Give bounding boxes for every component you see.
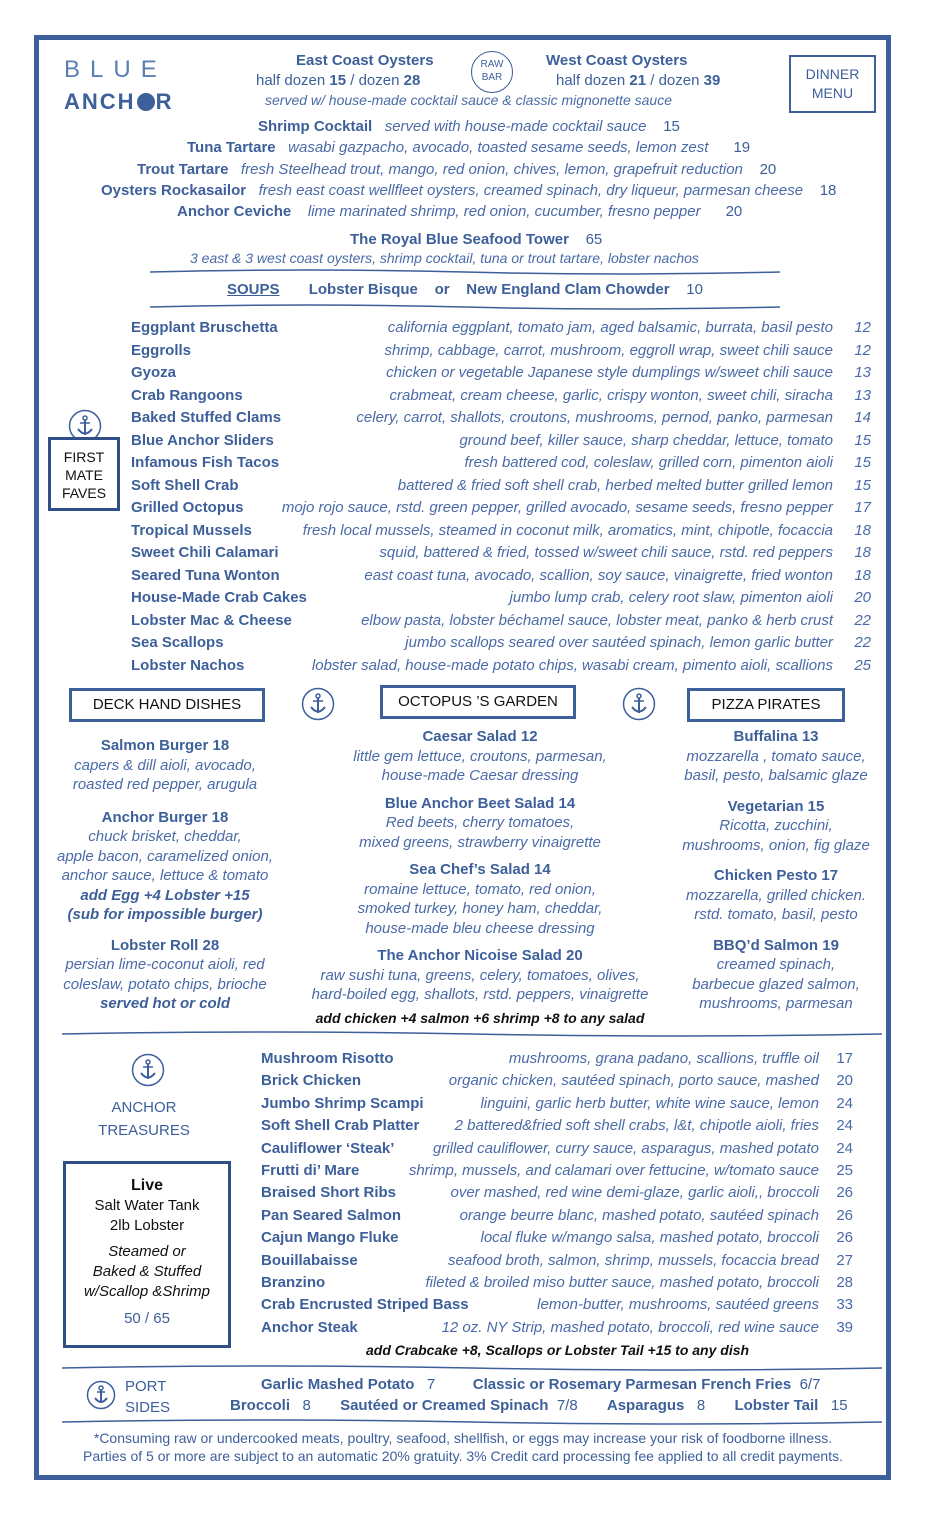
seafood-tower: [350, 231, 602, 248]
treasure-item: [261, 1207, 861, 1229]
treasure-item: [261, 1184, 861, 1206]
treasure-desc: 2 battered&fried soft shell crabs, l&t, chipotle aioli, fries: [454, 1117, 819, 1135]
fmf-l2: MATE: [65, 467, 103, 483]
fave-item: [131, 499, 871, 521]
fave-item: [131, 454, 871, 476]
treasure-name: Branzino: [261, 1274, 326, 1291]
deck-item-line: anchor sauce, lettuce & tomato: [61, 867, 269, 884]
east-half: 15: [329, 72, 347, 89]
treasure-name: Jumbo Shrimp Scampi: [261, 1094, 424, 1112]
fave-price: 12: [854, 319, 871, 336]
garden-item-line: house-made bleu cheese dressing: [365, 919, 595, 937]
fave-name: Grilled Octopus: [131, 499, 244, 516]
dinner-line: DINNER: [805, 66, 860, 82]
raw-item-price: 19: [733, 139, 751, 156]
garden-item-line: hard-boiled egg, shallots, rstd. peppers, vinaigrette: [311, 986, 649, 1003]
treasure-desc: lemon-butter, mushrooms, sautéed greens: [537, 1296, 819, 1314]
live-l6: w/Scallop &Shrimp: [84, 1283, 210, 1300]
side-name: Asparagus: [606, 1397, 685, 1414]
deck-hand-column: [45, 736, 285, 1014]
fave-desc: elbow pasta, lobster béchamel sauce, lobster meat, panko & herb crust: [361, 611, 833, 629]
anchor-icon: [131, 1053, 165, 1087]
treasure-desc: mushrooms, grana padano, scallions, truffle oil: [508, 1050, 819, 1067]
treasure-item: [261, 1319, 861, 1341]
treasure-price: 24: [836, 1094, 853, 1112]
footer-disclaimer-1: *Consuming raw or undercooked meats, poultry, seafood, shellfish, or eggs may increase your risk of foodborne illness.: [93, 1430, 833, 1446]
west-dozen: 39: [703, 72, 721, 89]
fave-desc: chicken or vegetable Japanese style dumplings w/sweet chili sauce: [386, 364, 833, 381]
treasure-price: 39: [836, 1318, 853, 1336]
fave-item: [131, 342, 871, 364]
fave-item: [131, 432, 871, 454]
treasure-price: 17: [836, 1050, 853, 1067]
fave-name: Seared Tuna Wonton: [131, 566, 280, 584]
deck-item: [45, 736, 285, 795]
treasure-desc: local fluke w/mango salsa, mashed potato, broccoli: [480, 1229, 819, 1247]
anchor-icon: [622, 687, 656, 721]
treasure-desc: fileted & broiled miso butter sauce, mashed potato, broccoli: [425, 1274, 819, 1291]
treasure-price: 24: [836, 1139, 853, 1157]
fave-price: 15: [854, 454, 871, 471]
treasure-desc: grilled cauliflower, curry sauce, asparagus, mashed potato: [432, 1139, 819, 1157]
garden-item-line: romaine lettuce, tomato, red onion,: [364, 880, 596, 898]
soup-lobster-bisque: Lobster Bisque: [308, 281, 418, 298]
fave-desc: shrimp, cabbage, carrot, mushroom, eggroll wrap, sweet chili sauce: [384, 341, 833, 359]
garden-item: [290, 727, 670, 786]
logo-anchor-text: ANCH: [64, 89, 136, 114]
treasure-name: Anchor Steak: [261, 1318, 358, 1336]
raw-item-desc: fresh east coast wellfleet oysters, creamed spinach, dry liqueur, parmesan cheese: [258, 182, 804, 199]
treasure-name: Pan Seared Salmon: [261, 1206, 402, 1224]
logo-blue: BLUE: [64, 56, 167, 83]
raw-item: [258, 118, 680, 135]
pizza-item-title: BBQ’d Salmon 19: [713, 936, 839, 954]
side-name: Lobster Tail: [734, 1397, 819, 1414]
live-l3: 2lb Lobster: [109, 1217, 185, 1234]
fave-desc: celery, carrot, shallots, croutons, mushrooms, pernod, panko, parmesan: [356, 409, 833, 426]
treasure-name: Crab Encrusted Striped Bass: [261, 1296, 469, 1314]
side-price: 7/8: [556, 1397, 578, 1414]
fave-desc: california eggplant, tomato jam, aged balsamic, burrata, basil pesto: [387, 319, 833, 336]
fave-price: 13: [854, 364, 871, 381]
anchor-icon: [301, 687, 335, 721]
wave-divider: [150, 303, 780, 311]
soups-price: 10: [686, 281, 703, 298]
fave-price: 15: [854, 431, 871, 449]
garden-item-line: smoked turkey, honey ham, cheddar,: [357, 900, 603, 917]
raw-item-desc: wasabi gazpacho, avocado, toasted sesame seeds, lemon zest: [288, 139, 709, 156]
side-name: Sautéed or Creamed Spinach: [340, 1397, 549, 1414]
raw-item: [177, 203, 742, 220]
oysters-served: served w/ house-made cocktail sauce & classic mignonette sauce: [265, 92, 672, 108]
raw-item-name: Oysters Rockasailor: [101, 182, 247, 199]
treasure-price: 20: [836, 1072, 853, 1090]
pizza-item-line: mozzarella, grilled chicken.: [685, 886, 867, 904]
pizza-item-line: rstd. tomato, basil, pesto: [694, 906, 858, 923]
footer-disclaimer-2: Parties of 5 or more are subject to an automatic 20% gratuity. 3% Credit card processing fee applied to all credit payments.: [82, 1448, 843, 1464]
live-l1: Live: [130, 1177, 163, 1194]
fave-price: 12: [854, 341, 871, 359]
fave-name: Soft Shell Crab: [131, 476, 239, 494]
treasure-price: 26: [836, 1229, 853, 1247]
deck-hand-header: DECK HAND DISHES: [69, 688, 265, 722]
fave-name: House-Made Crab Cakes: [131, 589, 307, 606]
treasure-price: 27: [836, 1251, 853, 1269]
fave-name: Sweet Chili Calamari: [131, 544, 279, 561]
garden-item-line: little gem lettuce, croutons, parmesan,: [353, 747, 607, 765]
fave-price: 18: [854, 544, 871, 561]
deck-item-line: capers & dill aioli, avocado,: [74, 756, 256, 774]
deck-item-title: Anchor Burger 18: [101, 808, 229, 826]
rawbar-line2: BAR: [481, 72, 503, 83]
wave-divider: [62, 1364, 882, 1372]
side-name: Garlic Mashed Potato: [261, 1376, 415, 1393]
fave-name: Sea Scallops: [131, 634, 224, 651]
raw-item-name: Anchor Ceviche: [177, 203, 292, 220]
east-oysters-price: [256, 72, 420, 89]
pizza-item-line: Ricotta, zucchini,: [719, 817, 833, 834]
fave-price: 14: [854, 409, 871, 426]
fave-name: Tropical Mussels: [131, 521, 252, 539]
raw-bar-badge: [471, 51, 513, 93]
deck-item-extra: served hot or cold: [99, 995, 231, 1012]
sides-l2: SIDES: [125, 1399, 171, 1416]
fave-item: [131, 387, 871, 409]
treasure-name: Frutti di’ Mare: [261, 1162, 360, 1179]
fave-desc: east coast tuna, avocado, scallion, soy sauce, vinaigrette, fried wonton: [364, 566, 833, 584]
pizza-item-title: Chicken Pesto 17: [713, 867, 839, 884]
port-sides-label: [125, 1376, 170, 1418]
fave-name: Eggrolls: [131, 341, 192, 359]
deck-item-line: persian lime-coconut aioli, red: [65, 956, 265, 973]
garden-item-title: Blue Anchor Beet Salad 14: [384, 794, 576, 812]
tower-desc: 3 east & 3 west coast oysters, shrimp cocktail, tuna or trout tartare, lobster nachos: [190, 250, 699, 266]
west-oysters-title: West Coast Oysters: [546, 52, 688, 69]
fave-price: 13: [854, 386, 871, 404]
fave-name: Gyoza: [131, 364, 177, 381]
octopus-garden-header: OCTOPUS ’S GARDEN: [380, 685, 576, 719]
menu-line: MENU: [811, 85, 854, 101]
live-lobster-box: [63, 1161, 231, 1348]
fave-name: Lobster Nachos: [131, 656, 245, 674]
fave-price: 18: [854, 521, 871, 539]
treasure-desc: orange beurre blanc, mashed potato, sautéed spinach: [459, 1206, 819, 1224]
fave-item: [131, 477, 871, 499]
fave-price: 20: [854, 589, 871, 606]
anchor-icon: [86, 1380, 116, 1410]
fave-name: Infamous Fish Tacos: [131, 454, 280, 471]
fave-desc: mojo rojo sauce, rstd. green pepper, grilled avocado, sesame seeds, fresno pepper: [281, 499, 833, 516]
logo-anchor-end: R: [155, 89, 174, 114]
fave-price: 25: [854, 656, 871, 674]
treasure-item: [261, 1140, 861, 1162]
treasure-item: [261, 1117, 861, 1139]
deck-item-line: apple bacon, caramelized onion,: [57, 847, 273, 865]
live-l5: Baked & Stuffed: [92, 1263, 202, 1280]
garden-item-line: raw sushi tuna, greens, celery, tomatoes, olives,: [320, 966, 640, 984]
sides-row-2: [230, 1397, 848, 1414]
side-price: 7: [426, 1376, 436, 1393]
anchor-treasures-label: [90, 1096, 198, 1142]
treasure-price: 28: [836, 1274, 853, 1291]
fave-desc: ground beef, killer sauce, sharp cheddar, lettuce, tomato: [459, 431, 833, 449]
treasure-price: 24: [836, 1117, 853, 1135]
side-price: 6/7: [799, 1376, 821, 1393]
fave-desc: lobster salad, house-made potato chips, wasabi cream, pimento aioli, scallions: [311, 656, 833, 674]
side-price: 8: [696, 1397, 706, 1414]
soups-or: or: [434, 281, 450, 298]
fave-item: [131, 544, 871, 566]
garden-item: [290, 794, 670, 853]
deck-item: [45, 808, 285, 925]
fave-price: 18: [854, 566, 871, 584]
fave-item: [131, 657, 871, 679]
fave-desc: crabmeat, cream cheese, garlic, crispy wonton, sweet chili, siracha: [389, 386, 833, 404]
octopus-garden-column: [290, 727, 670, 1028]
treasure-desc: shrimp, mussels, and calamari over fettucine, w/tomato sauce: [408, 1162, 819, 1179]
treasure-item: [261, 1050, 861, 1072]
deck-item-line: chuck brisket, cheddar,: [88, 828, 242, 845]
fave-name: Crab Rangoons: [131, 386, 243, 404]
wave-divider: [62, 1418, 882, 1426]
treasure-price: 26: [836, 1184, 853, 1202]
pizza-pirates-header: PIZZA PIRATES: [687, 688, 845, 722]
fave-name: Lobster Mac & Cheese: [131, 611, 292, 629]
live-price: 50 / 65: [124, 1310, 170, 1327]
fave-price: 17: [854, 499, 871, 516]
logo-anchor: [64, 89, 173, 115]
garden-item-line: Red beets, cherry tomatoes,: [385, 814, 575, 831]
soup-clam-chowder: New England Clam Chowder: [466, 281, 670, 298]
east-dozen: 28: [403, 72, 421, 89]
east-pre: half dozen: [256, 72, 330, 89]
pizza-item-line: mushrooms, onion, fig glaze: [682, 836, 870, 854]
raw-item-name: Tuna Tartare: [187, 139, 276, 156]
treasure-name: Cajun Mango Fluke: [261, 1229, 399, 1247]
garden-item: [290, 860, 670, 938]
pizza-item: [670, 866, 882, 925]
treasure-desc: seafood broth, salmon, shrimp, mussels, focaccia bread: [447, 1251, 819, 1269]
live-l4: Steamed or: [108, 1243, 186, 1260]
pizza-pirates-column: [670, 727, 882, 1014]
fmf-l1: FIRST: [63, 449, 105, 465]
raw-item-price: 15: [663, 118, 680, 135]
west-pre: half dozen: [556, 72, 630, 89]
treasures-add-ons: add Crabcake +8, Scallops or Lobster Tail +15 to any dish: [366, 1342, 750, 1358]
first-mate-faves-box: [48, 437, 120, 511]
fave-desc: jumbo scallops seared over sautéed spinach, lemon garlic butter: [405, 634, 833, 651]
side-price: 8: [302, 1397, 311, 1414]
fave-desc: fresh battered cod, coleslaw, grilled corn, pimenton aioli: [464, 454, 833, 471]
treasure-item: [261, 1274, 861, 1296]
soups-label: SOUPS: [227, 281, 280, 298]
treasures-l2: TREASURES: [98, 1122, 190, 1139]
tower-name: The Royal Blue Seafood Tower: [350, 231, 569, 248]
garden-item-line: house-made Caesar dressing: [381, 767, 579, 784]
west-mid: / dozen: [646, 72, 704, 89]
deck-item-title: Salmon Burger 18: [100, 737, 230, 754]
raw-item: [187, 139, 750, 156]
treasure-item: [261, 1296, 861, 1318]
fave-desc: jumbo lump crab, celery root slaw, pimenton aioli: [509, 589, 833, 606]
treasure-name: Soft Shell Crab Platter: [261, 1117, 420, 1135]
garden-item-title: Caesar Salad 12: [422, 728, 538, 745]
treasure-item: [261, 1162, 861, 1184]
side-price: 15: [830, 1397, 848, 1414]
east-mid: / dozen: [346, 72, 404, 89]
pizza-item-line: mushrooms, parmesan: [699, 995, 853, 1012]
fave-item: [131, 634, 871, 656]
raw-item-price: 20: [759, 161, 777, 178]
soups-row: [227, 281, 703, 298]
treasures-l1: ANCHOR: [111, 1099, 177, 1116]
raw-item: [101, 182, 836, 199]
sides-l1: PORT: [125, 1378, 167, 1395]
raw-item-price: 20: [725, 203, 743, 220]
garden-item-title: The Anchor Nicoise Salad 20: [377, 947, 583, 964]
live-l2: Salt Water Tank: [94, 1197, 200, 1214]
treasure-desc: organic chicken, sautéed spinach, porto sauce, mashed: [448, 1072, 819, 1090]
treasure-price: 33: [836, 1296, 853, 1314]
pizza-item: [670, 727, 882, 786]
fave-name: Eggplant Bruschetta: [131, 319, 278, 336]
pizza-item-line: basil, pesto, balsamic glaze: [684, 767, 868, 784]
raw-item-desc: served with house-made cocktail sauce: [384, 118, 647, 135]
treasure-item: [261, 1252, 861, 1274]
fave-desc: battered & fried soft shell crab, herbed melted butter grilled lemon: [397, 476, 833, 494]
rawbar-line1: RAW: [480, 59, 504, 70]
fave-item: [131, 589, 871, 611]
logo-smile-icon: [137, 93, 155, 111]
fave-item: [131, 364, 871, 386]
fave-name: Baked Stuffed Clams: [131, 409, 282, 426]
fave-item: [131, 522, 871, 544]
garden-item: [290, 946, 670, 1005]
pizza-item-line: barbecue glazed salmon,: [692, 975, 860, 993]
pizza-item-title: Buffalina 13: [733, 728, 819, 745]
deck-item-line: roasted red pepper, arugula: [72, 776, 258, 793]
treasure-name: Mushroom Risotto: [261, 1050, 394, 1067]
fave-desc: fresh local mussels, steamed in coconut milk, aromatics, mint, chipotle, focaccia: [302, 521, 833, 539]
fave-name: Blue Anchor Sliders: [131, 431, 274, 449]
garden-item-title: Sea Chef’s Salad 14: [409, 861, 551, 878]
wave-divider: [62, 1030, 882, 1038]
raw-item: [137, 161, 776, 178]
side-name: Classic or Rosemary Parmesan French Fries: [472, 1376, 792, 1393]
treasure-item: [261, 1229, 861, 1251]
dinner-menu-box: [789, 55, 876, 113]
fave-item: [131, 567, 871, 589]
garden-add-ons: add chicken +4 salmon +6 shrimp +8 to any salad: [315, 1009, 645, 1026]
treasure-desc: 12 oz. NY Strip, mashed potato, broccoli, red wine sauce: [441, 1318, 819, 1336]
fave-item: [131, 612, 871, 634]
wave-divider: [150, 268, 780, 276]
treasure-name: Cauliflower ‘Steak’: [261, 1139, 395, 1157]
pizza-item-line: mozzarella , tomato sauce,: [686, 747, 866, 765]
fave-price: 15: [854, 476, 871, 494]
raw-item-desc: fresh Steelhead trout, mango, red onion, chives, lemon, grapefruit reduction: [240, 161, 743, 178]
tower-price: 65: [585, 231, 603, 248]
pizza-item: [670, 797, 882, 856]
sides-row-1: [261, 1376, 820, 1393]
pizza-item-line: creamed spinach,: [716, 956, 836, 973]
deck-item-line: coleslaw, potato chips, brioche: [63, 975, 267, 993]
treasure-name: Bouillabaisse: [261, 1251, 358, 1269]
fave-price: 22: [854, 611, 871, 629]
fave-item: [131, 319, 871, 341]
treasure-item: [261, 1095, 861, 1117]
treasure-name: Braised Short Ribs: [261, 1184, 397, 1202]
fave-price: 22: [854, 634, 871, 651]
treasure-item: [261, 1072, 861, 1094]
raw-item-price: 18: [819, 182, 837, 199]
deck-item-extra: add Egg +4 Lobster +15: [80, 886, 250, 904]
pizza-item: [670, 936, 882, 1014]
treasure-desc: linguini, garlic herb butter, white wine sauce, lemon: [480, 1094, 819, 1112]
pizza-item-title: Vegetarian 15: [727, 797, 825, 815]
fave-desc: squid, battered & fried, tossed w/sweet chili sauce, rstd. red peppers: [379, 544, 833, 561]
fmf-l3: FAVES: [61, 485, 107, 501]
east-oysters-title: East Coast Oysters: [296, 52, 434, 69]
deck-item: [45, 936, 285, 1014]
treasure-name: Brick Chicken: [261, 1072, 362, 1090]
west-half: 21: [629, 72, 647, 89]
deck-item-title: Lobster Roll 28: [110, 936, 220, 954]
raw-item-name: Shrimp Cocktail: [258, 118, 373, 135]
treasure-price: 26: [836, 1206, 853, 1224]
treasure-price: 25: [836, 1162, 853, 1179]
garden-item-line: mixed greens, strawberry vinaigrette: [359, 833, 601, 851]
deck-item-extra: (sub for impossible burger): [67, 906, 263, 923]
side-name: Broccoli: [230, 1397, 291, 1414]
raw-item-name: Trout Tartare: [137, 161, 229, 178]
fave-item: [131, 409, 871, 431]
raw-item-desc: lime marinated shrimp, red onion, cucumber, fresno pepper: [307, 203, 701, 220]
west-oysters-price: [556, 72, 720, 89]
treasure-desc: over mashed, red wine demi-glaze, garlic aioli,, broccoli: [450, 1184, 819, 1202]
